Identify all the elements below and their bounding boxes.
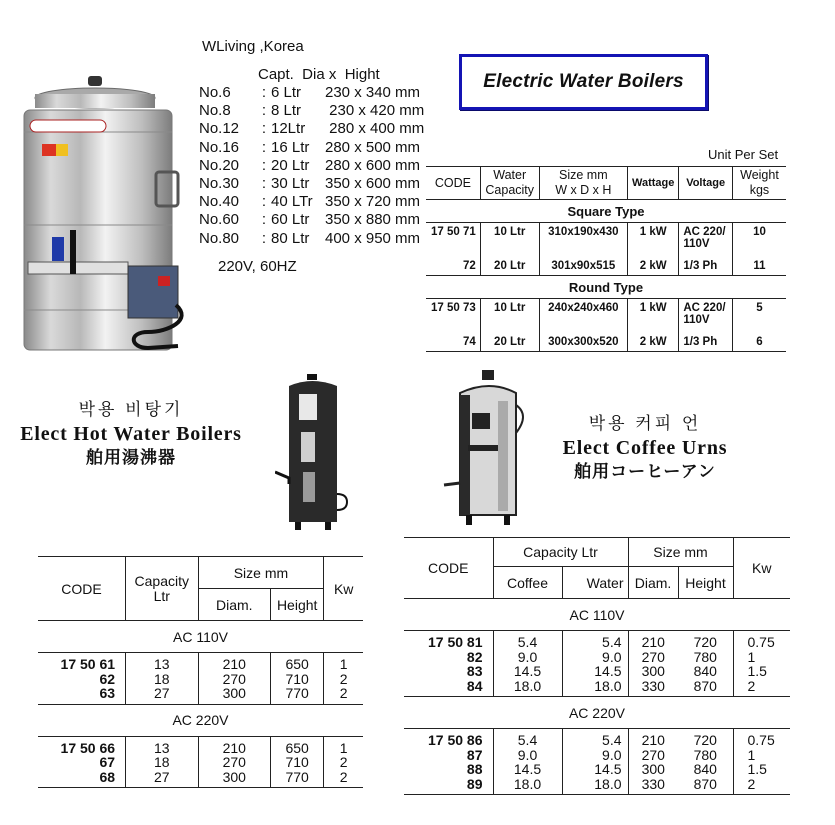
col-water: Water (562, 567, 628, 599)
coffee-urns-table (404, 537, 790, 795)
col-height: Height (271, 589, 324, 621)
heading-chinese: 舶用湯沸器 (86, 448, 176, 467)
table-row-group: 17 50 66 67 68 13 18 27 210 270 300 650 710 770 1 2 2 (38, 736, 363, 788)
voltage-section-row: AC 110V (404, 599, 790, 631)
table-header-row (426, 167, 786, 200)
col-kw: Kw (733, 538, 790, 599)
heading-english: Elect Hot Water Boilers (20, 423, 242, 445)
hot-water-boilers-heading (0, 398, 262, 470)
col-size: Size mm (628, 538, 733, 567)
model-spec-row: No.12 : 12Ltr 280 x 400 mm (199, 120, 425, 138)
table-row: 74 20 Ltr 300x300x520 2 kW 1/3 Ph 6 (426, 326, 786, 352)
col-coffee: Coffee (493, 567, 562, 599)
section-title-box (459, 54, 708, 110)
col-weight: Weight kgs (732, 167, 786, 200)
table-row-group: 17 50 61 62 63 13 18 27 210 270 300 650 710 770 1 2 2 (38, 653, 363, 705)
col-diam: Diam. (198, 589, 270, 621)
col-size: Size mm (198, 557, 324, 589)
model-spec-row: No.60 : 60 Ltr 350 x 880 mm (199, 211, 421, 229)
table-row-group: 17 50 81 82 83 84 5.4 9.0 14.5 18.0 5.4 9.0 14.5 18.0 210 270 300 330 720 780 840 870 0.75 1 1.5 2 (404, 631, 790, 697)
model-spec-row: No.8 : 8 Ltr 230 x 420 mm (199, 102, 425, 120)
heading-korean: 박용 커피 언 (588, 414, 702, 433)
model-spec-row: No.80 : 80 Ltr 400 x 950 mm (199, 229, 421, 247)
model-spec-row: No.40 : 40 LTr 350 x 720 mm (199, 193, 421, 211)
table-header-row (38, 557, 363, 589)
water-boiler-photo (18, 70, 188, 360)
spec-header: Capt. Dia x Hight (258, 66, 380, 83)
unit-note: Unit Per Set (708, 147, 779, 162)
col-capacity: Capacity Ltr (493, 538, 628, 567)
heading-korean: 박용 비탕기 (78, 400, 184, 419)
hot-water-boiler-picture (275, 372, 355, 532)
table-row: 17 50 73 10 Ltr 240x240x460 1 kW AC 220/ 110V 5 (426, 299, 786, 327)
section-row: Round Type (426, 276, 786, 299)
table-row-group: 17 50 86 87 88 89 5.4 9.0 14.5 18.0 5.4 9.0 14.5 18.0 210 270 300 330 720 780 840 870 0.75 1 1.5 2 (404, 729, 790, 795)
coffee-urn-picture (438, 365, 528, 530)
col-size: Size mm W x D x H (539, 167, 627, 200)
col-wattage: Wattage (627, 167, 678, 200)
brand-label: WLiving ,Korea (202, 38, 304, 55)
col-code: CODE (38, 557, 126, 621)
hot-water-boilers-table (38, 556, 363, 788)
col-diam: Diam. (628, 567, 678, 599)
voltage-section-row: AC 110V (38, 621, 363, 653)
table-row: 17 50 71 10 Ltr 310x190x430 1 kW AC 220/ 110V 10 (426, 223, 786, 251)
voltage-section-row: AC 220V (38, 704, 363, 736)
heading-english: Elect Coffee Urns (562, 437, 728, 459)
col-kw: Kw (324, 557, 363, 621)
model-spec-list (199, 84, 424, 248)
section-title: Electric Water Boilers (483, 71, 684, 92)
col-capacity: Capacity Ltr (126, 557, 198, 621)
col-code: CODE (426, 167, 480, 200)
voltage-section-row: AC 220V (404, 697, 790, 729)
table-row: 72 20 Ltr 301x90x515 2 kW 1/3 Ph 11 (426, 250, 786, 276)
electric-water-boilers-table (426, 166, 786, 352)
coffee-urns-heading (545, 412, 745, 484)
model-spec-row: No.20 : 20 Ltr 280 x 600 mm (199, 156, 421, 174)
heading-japanese: 舶用コーヒーアン (574, 462, 716, 481)
model-spec-row: No.16 : 16 Ltr 280 x 500 mm (199, 138, 421, 156)
section-row: Square Type (426, 200, 786, 223)
col-voltage: Voltage (679, 167, 733, 200)
col-code: CODE (404, 538, 493, 599)
model-spec-row: No.30 : 30 Ltr 350 x 600 mm (199, 175, 421, 193)
power-spec: 220V, 60HZ (218, 258, 297, 275)
col-height: Height (678, 567, 733, 599)
model-spec-row: No.6 : 6 Ltr 230 x 340 mm (199, 84, 421, 101)
table-header-row (404, 538, 790, 567)
col-water-capacity: Water Capacity (480, 167, 539, 200)
